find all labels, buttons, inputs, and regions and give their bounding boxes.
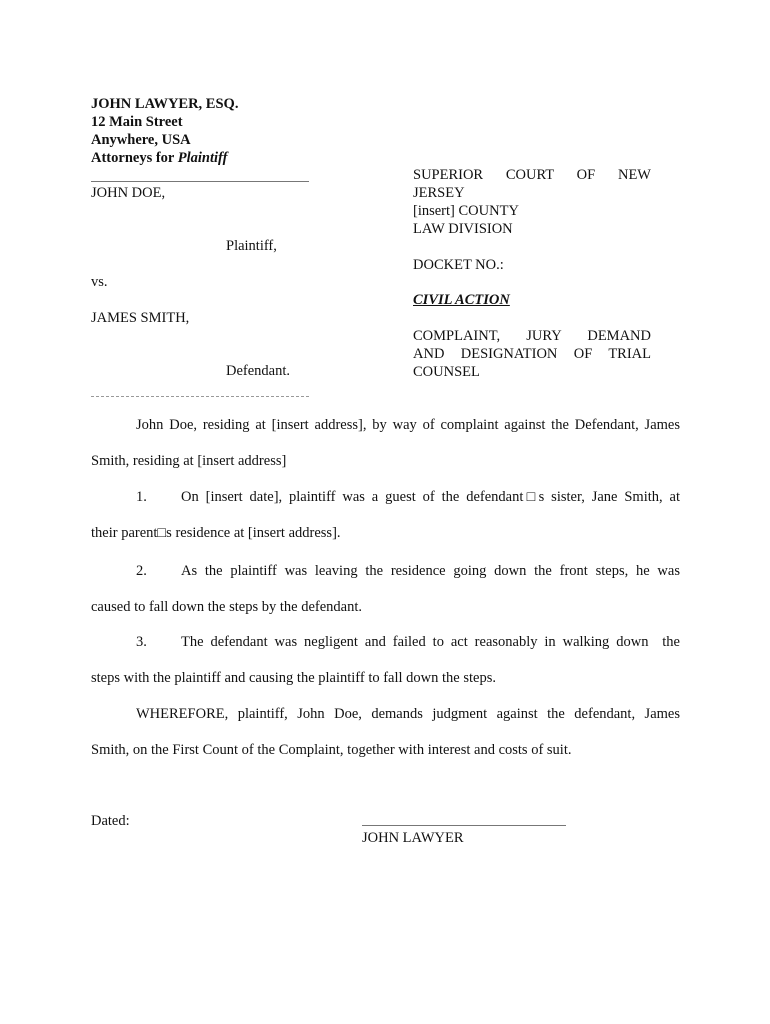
- paragraph-1-line-2: their parent□s residence at [insert address].: [91, 525, 341, 541]
- paragraph-3-text: The defendant was negligent and failed to act reasonably in walking down the: [181, 634, 680, 650]
- attorneys-for-line: [91, 149, 227, 167]
- attorneys-for-prefix: Attorneys for: [91, 150, 178, 166]
- document-title-line2: AND DESIGNATION OF TRIAL: [413, 346, 651, 362]
- attorney-name: JOHN LAWYER, ESQ.: [91, 96, 239, 112]
- paragraph-1-text: On [insert date], plaintiff was a guest of the defendant□s sister, Jane Smith, at: [181, 489, 680, 505]
- paragraph-3-line-1: [91, 633, 680, 651]
- wherefore-line-1: WHEREFORE, plaintiff, John Doe, demands judgment against the defendant, James: [136, 706, 680, 722]
- document-title-line3: COUNSEL: [413, 364, 480, 380]
- defendant-role: Defendant.: [226, 363, 291, 379]
- paragraph-2-number: 2.: [136, 563, 147, 579]
- plaintiff-role: Plaintiff,: [226, 238, 277, 254]
- versus-label: vs.: [91, 274, 108, 290]
- attorney-street: 12 Main Street: [91, 114, 183, 130]
- court-county: [insert] COUNTY: [413, 203, 519, 219]
- caption-bottom-rule: [91, 396, 309, 397]
- court-name-line1: SUPERIOR COURT OF NEW: [413, 167, 651, 183]
- attorney-city: Anywhere, USA: [91, 132, 191, 148]
- civil-action-text: CIVIL ACTION: [413, 292, 510, 308]
- paragraph-1-number: 1.: [136, 489, 147, 505]
- signature-line: [362, 825, 566, 826]
- paragraph-2-text: As the plaintiff was leaving the residence going down the front steps, he was: [181, 563, 680, 579]
- court-division: LAW DIVISION: [413, 221, 513, 237]
- paragraph-3-line-2: steps with the plaintiff and causing the plaintiff to fall down the steps.: [91, 670, 496, 686]
- paragraph-2-line-1: [91, 562, 680, 580]
- paragraph-1-line-1: [91, 488, 680, 506]
- defendant-name: JAMES SMITH,: [91, 310, 190, 326]
- wherefore-line-2: Smith, on the First Count of the Complaint, together with interest and costs of suit.: [91, 742, 572, 758]
- court-name-line2: JERSEY: [413, 185, 465, 201]
- signer-name: JOHN LAWYER: [362, 830, 464, 846]
- paragraph-2-line-2: caused to fall down the steps by the defendant.: [91, 599, 362, 615]
- attorneys-for-party: Plaintiff: [177, 150, 228, 166]
- docket-label: DOCKET NO.:: [413, 257, 504, 273]
- civil-action-label: [413, 291, 651, 309]
- intro-line-1: John Doe, residing at [insert address], by way of complaint against the Defendant, James: [136, 417, 680, 433]
- dated-label: Dated:: [91, 813, 130, 829]
- intro-line-2: Smith, residing at [insert address]: [91, 453, 287, 469]
- paragraph-3-number: 3.: [136, 634, 147, 650]
- caption-top-rule: [91, 181, 309, 182]
- plaintiff-name: JOHN DOE,: [91, 185, 166, 201]
- document-title-line1: COMPLAINT, JURY DEMAND: [413, 328, 651, 344]
